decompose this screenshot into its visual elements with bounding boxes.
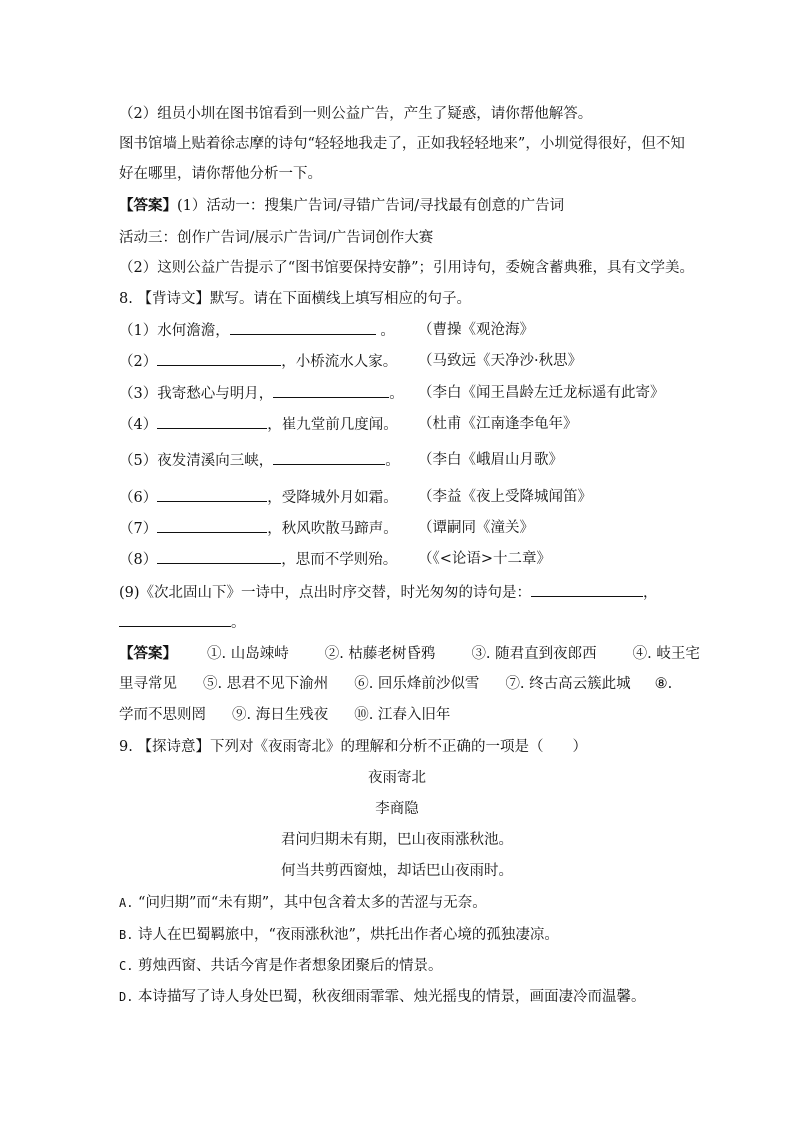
- q8-item-7-pre: （7）: [119, 521, 158, 537]
- poem-author: 李商隐: [375, 801, 419, 817]
- answer-8-item-1: ①. 山岛竦峙: [207, 646, 289, 662]
- option-b-letter: B.: [119, 928, 134, 942]
- option-c-text: 剪烛西窗、共话今宵是作者想象团聚后的情景。: [133, 958, 443, 974]
- answer-8-item-9: ⑨. 海日生残夜: [232, 707, 329, 723]
- q8-item-3: [119, 383, 679, 404]
- question-7-2-line3: 好在哪里，请你帮他分析一下。: [119, 166, 322, 182]
- poem-title: 夜雨寄北: [368, 770, 426, 786]
- q8-item-6: [119, 487, 679, 508]
- answer-8-item-2: ②. 枯藤老树昏鸦: [324, 646, 436, 662]
- q8-item-6-source: （李益《夜上受降城闻笛》: [418, 489, 592, 505]
- q8-item-1-blank[interactable]: [230, 320, 376, 335]
- q8-item-9-comma: ，: [643, 585, 658, 601]
- q8-item-8-source: （《<论语>十二章》: [418, 551, 552, 567]
- q8-item-3-pre: （3）我寄愁心与明月，: [119, 386, 274, 402]
- q8-item-9: [119, 582, 658, 603]
- option-d[interactable]: [119, 987, 646, 1007]
- option-a-letter: A.: [119, 896, 134, 910]
- option-d-text: 本诗描写了诗人身处巴蜀，秋夜细雨霏霏、烛光摇曳的情景，画面凄冷而温馨。: [133, 989, 646, 1005]
- q8-item-5: [119, 450, 679, 471]
- q8-item-1-post: 。: [375, 323, 395, 339]
- q8-item-4: [119, 414, 679, 435]
- answer-8-item-4-end: 里寻常见: [119, 676, 177, 692]
- answer-8-line3: [119, 705, 468, 725]
- option-c[interactable]: [119, 956, 443, 976]
- q8-item-6-post: ，受降城外月如霜。: [267, 490, 398, 506]
- q8-item-7-post: ，秋风吹散马蹄声。: [267, 521, 398, 537]
- q8-item-1-pre: （1）水何澹澹，: [119, 323, 230, 339]
- answer-7-line1: [119, 196, 564, 216]
- answer-8-line2: [119, 674, 672, 694]
- q8-item-9-pre: (9)《次北固山下》一诗中，点出时序交替，时光匆匆的诗句是：: [119, 585, 532, 601]
- q8-item-8: [119, 549, 679, 570]
- q8-item-9-blank-2[interactable]: [119, 612, 231, 627]
- q8-item-9-blank-1[interactable]: [531, 582, 643, 597]
- answer-8-item-10: ⑩. 江春入旧年: [354, 707, 451, 723]
- q8-item-9-end: 。: [231, 615, 246, 631]
- q8-item-7-blank[interactable]: [157, 518, 267, 533]
- question-7-2-line2: 图书馆墙上贴着徐志摩的诗句“轻轻地我走了，正如我轻轻地来”，小圳觉得很好，但不知: [119, 136, 685, 152]
- q8-item-5-blank[interactable]: [273, 450, 385, 465]
- q8-item-8-blank[interactable]: [157, 549, 281, 564]
- q8-item-4-source: （杜甫《江南逢李龟年》: [418, 416, 578, 432]
- option-c-letter: C.: [119, 959, 134, 973]
- q8-item-6-blank[interactable]: [157, 487, 267, 502]
- answer-label: 【答案】: [119, 645, 177, 662]
- q8-item-2-pre: （2）: [119, 354, 158, 370]
- q8-item-9-continued: [119, 612, 246, 633]
- q8-item-4-post: ，崔九堂前几度闻。: [267, 417, 398, 433]
- q8-item-3-source: （李白《闻王昌龄左迁龙标遥有此寄》: [418, 385, 665, 401]
- answer-7-line2: 活动三：创作广告词/展示广告词/广告词创作大赛: [119, 230, 434, 246]
- answer-8-item-8-start: ⑧.: [654, 676, 673, 692]
- q8-item-8-pre: （8）: [119, 552, 158, 568]
- q8-item-5-pre: （5）夜发清溪向三峡，: [119, 453, 274, 469]
- answer-7-text1: (1）活动一：搜集广告词/寻错广告词/寻找最有创意的广告词: [177, 198, 565, 214]
- q8-item-5-source: （李白《峨眉山月歌》: [418, 452, 563, 468]
- answer-7-line3: （2）这则公益广告提示了“图书馆要保持安静”；引用诗句，委婉含蓄典雅，具有文学美。: [119, 260, 695, 276]
- option-b-text: 诗人在巴蜀羁旅中，“夜雨涨秋池”，烘托出作者心境的孤独凄凉。: [133, 927, 559, 943]
- q8-item-2-blank[interactable]: [157, 351, 281, 366]
- answer-label: 【答案】: [119, 197, 177, 214]
- q8-item-2: [119, 351, 679, 372]
- q8-item-8-post: ，思而不学则殆。: [281, 552, 398, 568]
- q8-item-6-pre: （6）: [119, 490, 158, 506]
- q8-item-4-pre: （4）: [119, 417, 158, 433]
- q8-item-2-post: ，小桥流水人家。: [281, 354, 398, 370]
- answer-8-item-7: ⑦. 终古高云簇此城: [505, 676, 631, 692]
- answer-8-line1: [119, 644, 700, 664]
- option-b[interactable]: [119, 925, 559, 945]
- answer-8-item-5: ⑤. 思君不见下渝州: [203, 676, 329, 692]
- q8-item-1: [119, 320, 679, 341]
- question-9-title: 9. 【探诗意】下列对《夜雨寄北》的理解和分析不正确的一项是（ ）: [119, 739, 587, 755]
- answer-8-item-4-start: ④. 岐王宅: [632, 646, 700, 662]
- poem-line-2: 何当共剪西窗烛，却话巴山夜雨时。: [281, 863, 513, 879]
- question-8-title: 8. 【背诗文】默写。请在下面横线上填写相应的句子。: [119, 291, 471, 307]
- q8-item-1-source: （曹操《观沧海》: [418, 322, 534, 338]
- q8-item-3-blank[interactable]: [273, 383, 389, 398]
- q8-item-4-blank[interactable]: [157, 414, 267, 429]
- question-7-2-line1: （2）组员小圳在图书馆看到一则公益广告，产生了疑惑，请你帮他解答。: [119, 106, 593, 122]
- q8-item-3-post: 。: [389, 386, 404, 402]
- poem-line-1: 君问归期未有期，巴山夜雨涨秋池。: [281, 832, 513, 848]
- q8-item-7-source: （谭嗣同《潼关》: [418, 520, 534, 536]
- q8-item-5-post: 。: [385, 453, 400, 469]
- answer-8-item-8-end: 学而不思则罔: [119, 707, 206, 723]
- option-a-text: “问归期”而“未有期”，其中包含着太多的苦涩与无奈。: [133, 895, 487, 911]
- answer-8-item-3: ③. 随君直到夜郎西: [471, 646, 597, 662]
- answer-8-item-6: ⑥. 回乐烽前沙似雪: [354, 676, 480, 692]
- q8-item-7: [119, 518, 679, 539]
- q8-item-2-source: （马致远《天净沙·秋思》: [418, 353, 583, 369]
- option-a[interactable]: [119, 893, 487, 913]
- option-d-letter: D.: [119, 990, 134, 1004]
